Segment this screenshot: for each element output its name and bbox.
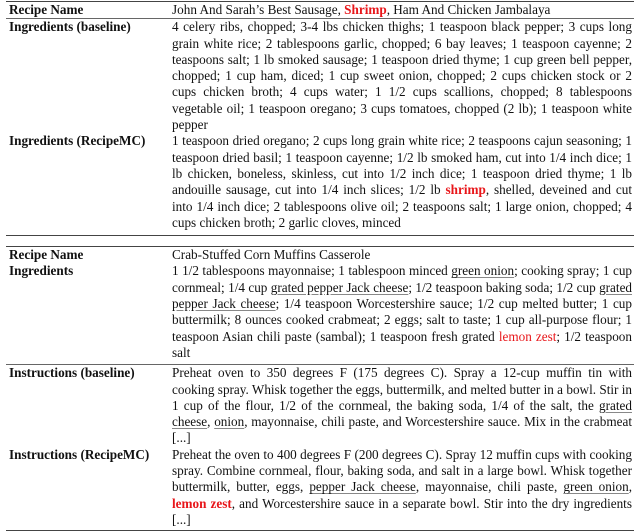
ingredients-baseline-row xyxy=(6,19,634,134)
underlined-term: grated cheese xyxy=(172,397,632,430)
ingredients-row xyxy=(6,263,634,364)
text-segment: ; 1/4 teaspoon Worcestershire sauce; 1/2 cup melted butter; 1 cup buttermilk; 8 ounces cooked crabmeat; 2 eggs; salt to taste; 1 cup all-purpose flour; 1 teaspoon Asian chili paste (sambal); 1 teaspoon fresh grated xyxy=(172,296,632,344)
underlined-term: onion xyxy=(214,414,245,430)
row-label: Instructions (baseline) xyxy=(6,365,172,447)
text-segment: , and Worcestershire sauce in a separate bowl. Stir into the dry ingredients [...] xyxy=(172,495,632,527)
text-segment: , xyxy=(628,479,633,495)
underlined-term: grated pepper Jack cheese xyxy=(172,279,633,312)
ingredients-recipemc-row xyxy=(6,133,634,235)
muffins-comparison-table xyxy=(6,246,634,531)
text-segment: , shelled, deveined and cut into 1/4 inch dice; 2 tablespoons olive oil; 2 teaspoons salt; 1 large onion, chopped; 4 cups chicken broth; 2 garlic cloves, minced xyxy=(172,182,633,230)
underlined-term: green onion xyxy=(563,479,629,495)
text-segment: ; 1/2 teaspoon baking soda; 1/2 cup xyxy=(408,279,600,295)
highlighted-term: Shrimp xyxy=(344,2,387,17)
row-text xyxy=(172,2,634,19)
row-text xyxy=(172,447,634,531)
row-label: Ingredients xyxy=(9,263,74,279)
jambalaya-comparison-table xyxy=(6,1,634,236)
text-segment: 4 celery ribs, chopped; 3-4 lbs chicken thighs; 1 teaspoon black pepper; 3 cups long grain white rice; 2 tablespoons garlic, chopped; 6 bay leaves; 1 teaspoon cayenne; 2 teaspoons salt; 1 lb smoked sausage; 1 teaspoon dried thyme; 1 cup green bell pepper, chopped; 1 cup ham, diced; 1 cup sweet onion, chopped; 2 cups chicken stock or 2 cups chicken broth; 4 cups water; 1 1/2 cups scallions, chopped; 8 tablespoons vegetable oil; 1 teaspoon oregano; 3 cups tomatoes, chopped (2 lb); 1 teaspoon white pepper xyxy=(172,19,632,133)
recipe-name-row xyxy=(6,2,634,19)
text-segment: Crab-Stuffed Corn Muffins Casserole xyxy=(172,247,371,263)
text-segment: John And Sarah’s Best Sausage, xyxy=(172,2,345,17)
text-segment: , Ham And Chicken Jambalaya xyxy=(386,2,551,17)
row-text xyxy=(172,365,634,447)
text-segment: Preheat the oven to 400 degrees F (200 degrees C). Spray 12 muffin cups with cooking spray. Combine cornmeal, flour, baking soda, and salt in a large bowl. Whisk together buttermilk, butter, eggs, xyxy=(172,446,632,495)
row-text xyxy=(172,133,634,235)
text-segment: 1 teaspoon dried oregano; 2 cups long grain white rice; 2 teaspoons cajun seasoning; 1 teaspoon dried basil; 1 teaspoon cayenne; 1/2 lb smoked ham, cut into 1/4 inch dice; 1 lb chicken, boneless, skinless, cut into 1/2 inch dice; 1 teaspoon dried thyme; 1 lb andouille sausage, cut into 1/4 inch slices; 1/2 lb xyxy=(172,133,632,198)
underlined-term: green onion xyxy=(451,263,515,279)
highlighted-term: shrimp xyxy=(445,182,486,198)
row-text xyxy=(172,247,634,264)
row-label: Instructions (RecipeMC) xyxy=(6,447,172,531)
highlighted-term: lemon zest xyxy=(498,328,557,344)
underlined-term: pepper Jack cheese xyxy=(309,479,416,495)
text-segment: Preheat oven to 350 degrees F (175 degrees C). Spray a 12-cup muffin tin with cooking spray. Whisk together the eggs, buttermilk, and melted butter in a bowl. Stir in 1 cup of the flour, 1/2 of the cornmeal, the baking soda, 1/4 of the salt, the xyxy=(172,365,632,413)
underlined-term: grated pepper Jack cheese xyxy=(270,279,409,295)
text-segment: ; 1/2 teaspoon salt xyxy=(172,328,632,360)
recipe-name-row xyxy=(6,247,634,264)
text-segment: 1 1/2 tablespoons mayonnaise; 1 tablespoon minced xyxy=(172,263,452,279)
highlighted-term: lemon zest xyxy=(172,495,232,511)
text-segment: , mayonnaise, chili paste, and Worcestershire sauce. Mix in the crabmeat [...] xyxy=(172,414,633,446)
row-text xyxy=(172,263,634,364)
instructions-baseline-row xyxy=(6,365,634,447)
row-label: Recipe Name xyxy=(6,247,172,264)
row-label: Recipe Name xyxy=(6,2,172,19)
text-segment: , xyxy=(207,414,215,430)
text-segment: , mayonnaise, chili paste, xyxy=(415,479,564,495)
row-label: Ingredients (RecipeMC) xyxy=(6,133,172,235)
row-label: Ingredients (baseline) xyxy=(6,19,172,134)
instructions-recipemc-row xyxy=(6,447,634,531)
text-segment: ; cooking spray; 1 cup cornmeal; 1/4 cup xyxy=(172,263,633,295)
row-text xyxy=(172,19,634,134)
